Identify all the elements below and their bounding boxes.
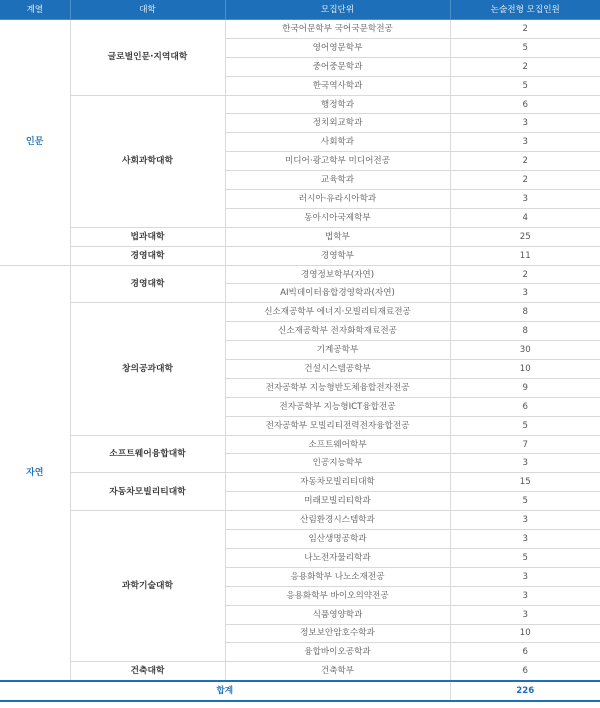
- category-cell: 자연: [0, 265, 70, 681]
- unit-cell: 전자공학부 모빌리티전력전자융합전공: [225, 416, 450, 435]
- college-cell: 법과대학: [70, 227, 225, 246]
- unit-cell: 응용화학부 나노소재전공: [225, 567, 450, 586]
- count-cell: 3: [450, 511, 600, 530]
- unit-cell: 임산생명공학과: [225, 530, 450, 549]
- count-cell: 8: [450, 322, 600, 341]
- college-cell: 글로벌인문·지역대학: [70, 20, 225, 96]
- college-cell: 소프트웨어융합대학: [70, 435, 225, 473]
- unit-cell: 식품영양학과: [225, 605, 450, 624]
- table-row: [0, 662, 600, 681]
- count-cell: 3: [450, 114, 600, 133]
- count-cell: 4: [450, 208, 600, 227]
- count-cell: 10: [450, 360, 600, 379]
- count-cell: 6: [450, 643, 600, 662]
- count-cell: 3: [450, 586, 600, 605]
- unit-cell: 경영정보학부(자연): [225, 265, 450, 284]
- unit-cell: 정보보안암호수학과: [225, 624, 450, 643]
- count-cell: 30: [450, 341, 600, 360]
- unit-cell: 동아시아국제학부: [225, 208, 450, 227]
- count-cell: 2: [450, 20, 600, 39]
- college-cell: 창의공과대학: [70, 303, 225, 435]
- table-body: [0, 20, 600, 682]
- unit-cell: 정치외교학과: [225, 114, 450, 133]
- count-cell: 6: [450, 95, 600, 114]
- college-cell: 건축대학: [70, 662, 225, 681]
- count-cell: 5: [450, 492, 600, 511]
- header-unit: 모집단위: [225, 0, 450, 20]
- category-cell: 인문: [0, 20, 70, 266]
- unit-cell: 건설시스템공학부: [225, 360, 450, 379]
- count-cell: 8: [450, 303, 600, 322]
- count-cell: 2: [450, 171, 600, 190]
- unit-cell: 나노전자물리학과: [225, 548, 450, 567]
- unit-cell: 한국역사학과: [225, 76, 450, 95]
- unit-cell: 러시아·유라시아학과: [225, 190, 450, 209]
- unit-cell: 미래모빌리티학과: [225, 492, 450, 511]
- table-row: [0, 246, 600, 265]
- unit-cell: 신소재공학부 전자화학재료전공: [225, 322, 450, 341]
- header-row: [0, 0, 600, 20]
- college-cell: 사회과학대학: [70, 95, 225, 227]
- table-row: [0, 435, 600, 454]
- total-row: [0, 681, 600, 701]
- count-cell: 5: [450, 416, 600, 435]
- count-cell: 3: [450, 284, 600, 303]
- table-row: [0, 20, 600, 39]
- unit-cell: 영어영문학부: [225, 38, 450, 57]
- unit-cell: 산림환경시스템학과: [225, 511, 450, 530]
- unit-cell: 경영학부: [225, 246, 450, 265]
- total-label: 합계: [0, 681, 450, 701]
- count-cell: 7: [450, 435, 600, 454]
- table-row: [0, 95, 600, 114]
- count-cell: 15: [450, 473, 600, 492]
- count-cell: 3: [450, 133, 600, 152]
- unit-cell: 기계공학부: [225, 341, 450, 360]
- total-count: 226: [450, 681, 600, 701]
- college-cell: 자동차모빌리티대학: [70, 473, 225, 511]
- unit-cell: 교육학과: [225, 171, 450, 190]
- unit-cell: 소프트웨어학부: [225, 435, 450, 454]
- unit-cell: 행정학과: [225, 95, 450, 114]
- table-row: [0, 511, 600, 530]
- table-row: [0, 265, 600, 284]
- unit-cell: 전자공학부 지능형반도체융합전자전공: [225, 378, 450, 397]
- unit-cell: 법학부: [225, 227, 450, 246]
- table-row: [0, 303, 600, 322]
- count-cell: 25: [450, 227, 600, 246]
- count-cell: 5: [450, 548, 600, 567]
- count-cell: 2: [450, 265, 600, 284]
- table-row: [0, 473, 600, 492]
- count-cell: 9: [450, 378, 600, 397]
- unit-cell: 자동차모빌리티대학: [225, 473, 450, 492]
- count-cell: 3: [450, 454, 600, 473]
- count-cell: 3: [450, 190, 600, 209]
- count-cell: 3: [450, 530, 600, 549]
- count-cell: 6: [450, 662, 600, 681]
- unit-cell: 건축학부: [225, 662, 450, 681]
- header-category: 계열: [0, 0, 70, 20]
- header-college: 대학: [70, 0, 225, 20]
- count-cell: 3: [450, 567, 600, 586]
- header-count: 논술전형 모집인원: [450, 0, 600, 20]
- table-row: [0, 227, 600, 246]
- unit-cell: 신소재공학부 에너지·모빌리티재료전공: [225, 303, 450, 322]
- college-cell: 경영대학: [70, 265, 225, 303]
- unit-cell: 한국어문학부 국어국문학전공: [225, 20, 450, 39]
- count-cell: 3: [450, 605, 600, 624]
- college-cell: 경영대학: [70, 246, 225, 265]
- unit-cell: 전자공학부 지능형ICT융합전공: [225, 397, 450, 416]
- college-cell: 과학기술대학: [70, 511, 225, 662]
- unit-cell: 중어중문학과: [225, 57, 450, 76]
- count-cell: 6: [450, 397, 600, 416]
- count-cell: 5: [450, 76, 600, 95]
- count-cell: 2: [450, 152, 600, 171]
- unit-cell: 응용화학부 바이오의약전공: [225, 586, 450, 605]
- count-cell: 11: [450, 246, 600, 265]
- count-cell: 10: [450, 624, 600, 643]
- unit-cell: 인공지능학부: [225, 454, 450, 473]
- unit-cell: 융합바이오공학과: [225, 643, 450, 662]
- unit-cell: 미디어·광고학부 미디어전공: [225, 152, 450, 171]
- unit-cell: AI빅데이터융합경영학과(자연): [225, 284, 450, 303]
- unit-cell: 사회학과: [225, 133, 450, 152]
- count-cell: 2: [450, 57, 600, 76]
- count-cell: 5: [450, 38, 600, 57]
